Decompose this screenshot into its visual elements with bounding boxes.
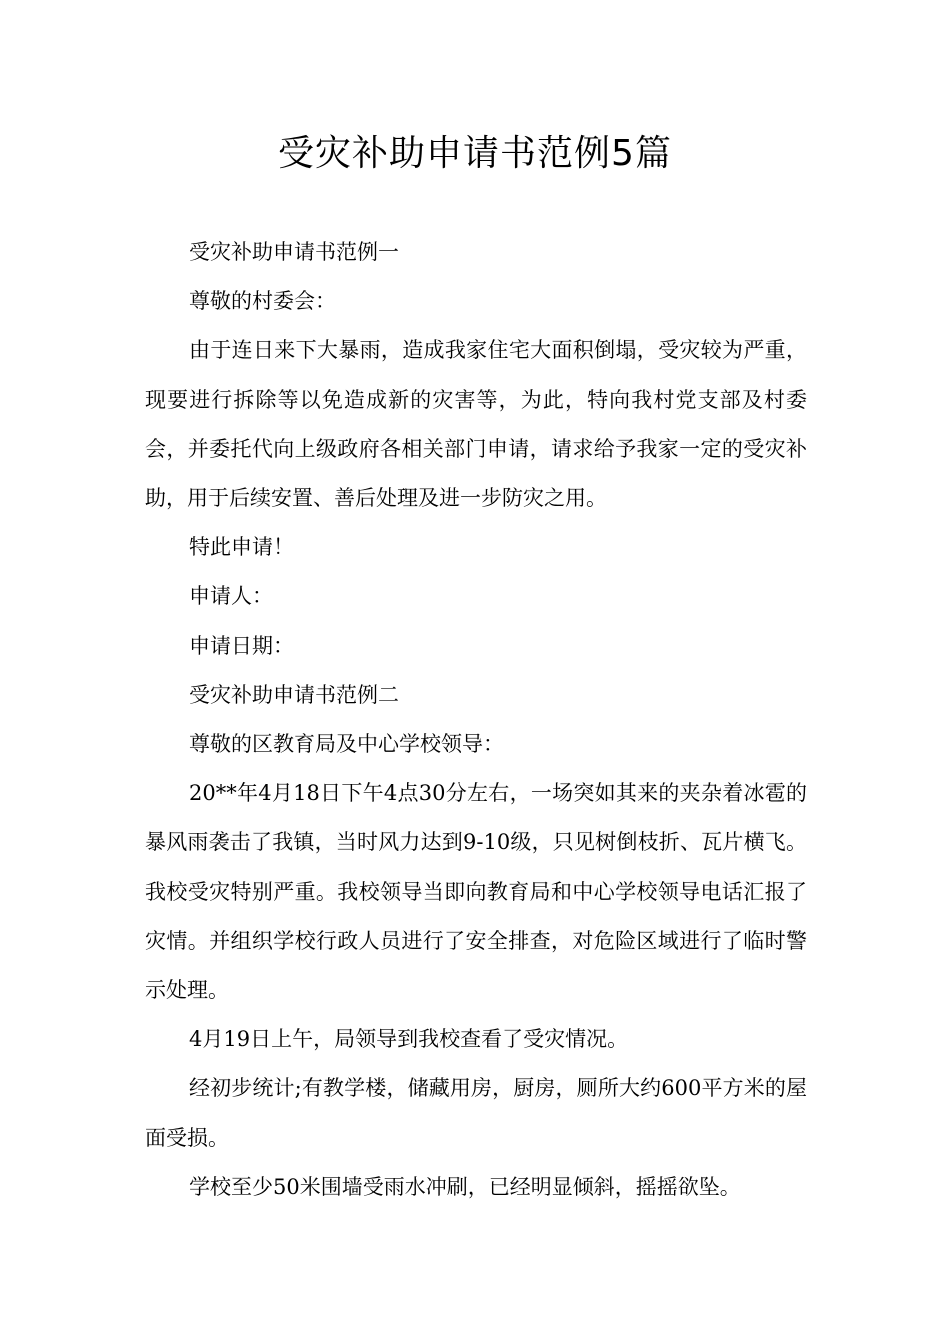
paragraph-storm-report: 20**年4月18日下午4点30分左右，一场突如其来的夹杂着冰雹的暴风雨袭击了我镇，当时风力达到9-10级，只见树倒枝折、瓦片横飞。我校受灾特别严重。我校领导当即向教育局和中心学校领导电话汇报了灾情。并组织学校行政人员进行了安全排查，对危险区域进行了临时警示处理。 — [145, 781, 807, 1003]
paragraph-closing: 特此申请！ — [189, 535, 294, 560]
document-body — [145, 228, 807, 1212]
paragraph-salutation-1: 尊敬的村委会： — [189, 289, 336, 314]
paragraph-wall-damage: 学校至少50米围墙受雨水冲刷，已经明显倾斜，摇摇欲坠。 — [189, 1174, 741, 1199]
paragraph-section-heading-1: 受灾补助申请书范例一 — [189, 240, 399, 264]
paragraph-request-body: 由于连日来下大暴雨，造成我家住宅大面积倒塌，受灾较为严重，现要进行拆除等以免造成新的灾害等，为此，特向我村党支部及村委会，并委托代向上级政府各相关部门申请，请求给予我家一定的受灾补助，用于后续安置、善后处理及进一步防灾之用。 — [145, 338, 807, 511]
paragraph-date: 申请日期： — [189, 633, 294, 658]
document-title: 受灾补助申请书范例5篇 — [278, 133, 672, 174]
paragraph-salutation-2: 尊敬的区教育局及中心学校领导： — [189, 732, 504, 757]
paragraph-applicant: 申请人： — [189, 584, 273, 609]
paragraph-inspection: 4月19日上午，局领导到我校查看了受灾情况。 — [189, 1027, 629, 1052]
paragraph-section-heading-2: 受灾补助申请书范例二 — [189, 682, 399, 707]
paragraph-damage-stats: 经初步统计;有教学楼，储藏用房，厨房，厕所大约600平方米的屋面受损。 — [145, 1076, 807, 1150]
